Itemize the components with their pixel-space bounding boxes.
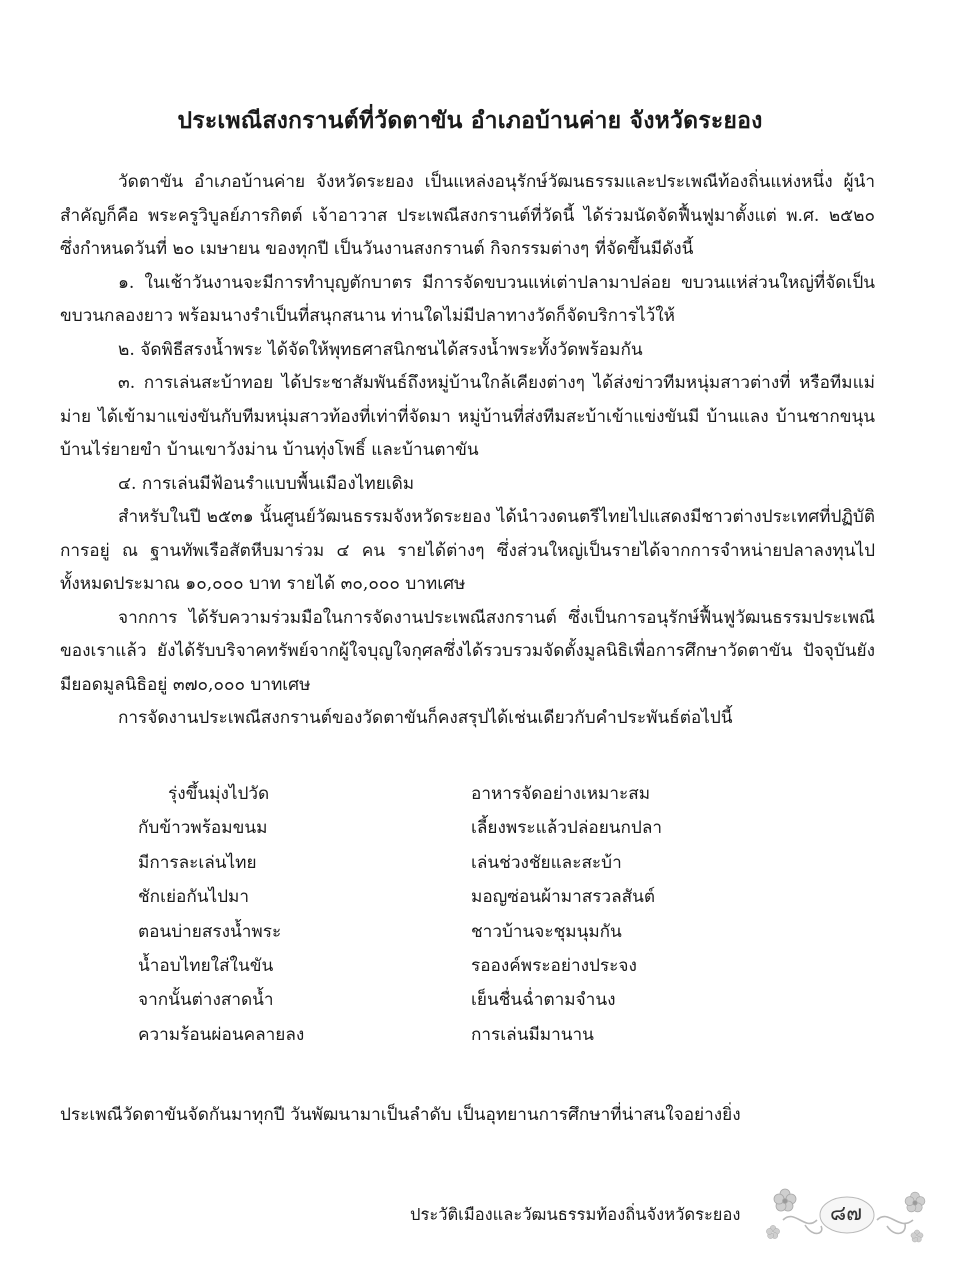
poem-line: ชักเย่อกันไปมา (138, 887, 250, 908)
poem-line: น้ำอบไทยใส่ในขัน (138, 956, 274, 977)
closing-paragraph: ประเพณีวัดตาขันจัดกันมาทุกปี วันพัฒนามาเป็นลำดับ เป็นอุทยานการศึกษาที่น่าสนใจอย่างยิ่ง (60, 1105, 741, 1126)
poem-line: เย็นชื่นฉ่ำตามจำนง (471, 990, 616, 1011)
poem-line: จากนั้นต่างสาดน้ำ (138, 990, 274, 1011)
page-number: ๘๗ (830, 1201, 862, 1225)
running-footer-title: ประวัติเมืองและวัฒนธรรมท้องถิ่นจังหวัดระยอง (410, 1205, 741, 1224)
paragraph-intro: วัดตาขัน อำเภอบ้านค่าย จังหวัดระยอง เป็นแหล่งอนุรักษ์วัฒนธรรมและประเพณีท้องถิ่นแห่งหนึ่ง ผู้นำสำคัญก็คือ พระครูวิบูลย์ภารกิตต์ เจ้าอาวาส ประเพณีสงกรานต์ที่วัดนี้ ได้ร่วมนัดจัดฟื้นฟูมาตั้งแต่ พ.ศ. ๒๕๒๐ ซึ่งกำหนดวันที่ ๒๐ เมษายน ของทุกปี เป็นวันงานสงกรานต์ กิจกรรมต่างๆ ที่จัดขึ้นมีดังนี้ (60, 172, 875, 259)
poem-line: เล่นช่วงชัยและสะบ้า (471, 852, 622, 873)
paragraph-item-3: ๓. การเล่นสะบ้าทอย ได้ประชาสัมพันธ์ถึงหมู่บ้านใกล้เคียงต่างๆ ได้ส่งข่าวทีมหนุ่มสาวต่างที่ หรือทีมแม่ม่าย ได้เข้ามาแข่งขันกับทีมหนุ่มสาวท้องที่เท่าที่จัดมา หมู่บ้านที่ส่งทีมสะบ้าเข้าแข่งขันมี บ้านแลง บ้านชากขนุน บ้านไร่ยายขำ บ้านเขาวังม่าน บ้านทุ่งโพธิ์ และบ้านตาขัน (60, 373, 875, 460)
page-title: ประเพณีสงกรานต์ที่วัดตาขัน อำเภอบ้านค่าย จังหวัดระยอง (177, 107, 763, 135)
paragraph-summary: การจัดงานประเพณีสงกรานต์ของวัดตาขันก็คงสรุปได้เช่นเดียวกับคำประพันธ์ต่อไปนี้ (118, 708, 733, 728)
poem-line: ตอนบ่ายสรงน้ำพระ (138, 921, 282, 942)
poem-right-column (471, 777, 662, 1052)
poem-line: รุ่งขึ้นมุ่งไปวัด (168, 784, 270, 804)
poem-line: มอญซ่อนผ้ามาสรวลสันต์ (471, 887, 656, 908)
poem-line: การเล่นมีมานาน (471, 1024, 594, 1045)
paragraph-item-4: ๔. การเล่นมีฟ้อนรำแบบพื้นเมืองไทยเดิม (118, 473, 415, 494)
poem-left-column (138, 777, 304, 1052)
poem-line: รอองค์พระอย่างประจง (471, 956, 637, 977)
paragraph-foundation: จากการ ได้รับความร่วมมือในการจัดงานประเพณีสงกรานต์ ซึ่งเป็นการอนุรักษ์ฟื้นฟูวัฒนธรรมประเพณีของเราแล้ว ยังได้รับบริจาคทรัพย์จากผู้ใจบุญใจกุศลซึ่งได้รวบรวมจัดตั้งมูลนิธิเพื่อการศึกษาวัดตาขัน ปัจจุบันยังมียอดมูลนิธิอยู่ ๓๗๐,๐๐๐ บาทเศษ (60, 607, 875, 695)
poem-line: เลี้ยงพระแล้วปล่อยนกปลา (471, 818, 663, 839)
poem-line: ชาวบ้านจะชุมนุมกัน (471, 921, 622, 942)
poem-line: ความร้อนผ่อนคลายลง (138, 1024, 305, 1045)
paragraph-item-1: ๑. ในเช้าวันงานจะมีการทำบุญตักบาตร มีการจัดขบวนแห่เต่าปลามาปล่อย ขบวนแห่ส่วนใหญ่ที่จัดเป็นขบวนกลองยาว พร้อมนางรำเป็นที่สนุกสนาน ท่านใดไม่มีปลาทางวัดก็จัดบริการไว้ให้ (60, 272, 875, 326)
poem-line: มีการละเล่นไทย (138, 852, 257, 873)
paragraph-item-2: ๒. จัดพิธีสรงน้ำพระ ได้จัดให้พุทธศาสนิกชนได้สรงน้ำพระทั้งวัดพร้อมกัน (118, 339, 643, 360)
poem-line: อาหารจัดอย่างเหมาะสม (471, 784, 651, 804)
poem-line: กับข้าวพร้อมขนม (138, 818, 268, 839)
body-text (60, 166, 875, 736)
paragraph-2531: สำหรับในปี ๒๕๓๑ นั้นศูนย์วัฒนธรรมจังหวัดระยอง ได้นำวงดนตรีไทยไปแสดงมีชาวต่างประเทศที่ปฏิบัติการอยู่ ณ ฐานทัพเรือสัตหีบมาร่วม ๔ คน รายได้ต่างๆ ซึ่งส่วนใหญ่เป็นรายได้จากการจำหน่ายปลาลงทุนไปทั้งหมดประมาณ ๑๐,๐๐๐ บาท รายได้ ๓๐,๐๐๐ บาทเศษ (60, 507, 875, 594)
